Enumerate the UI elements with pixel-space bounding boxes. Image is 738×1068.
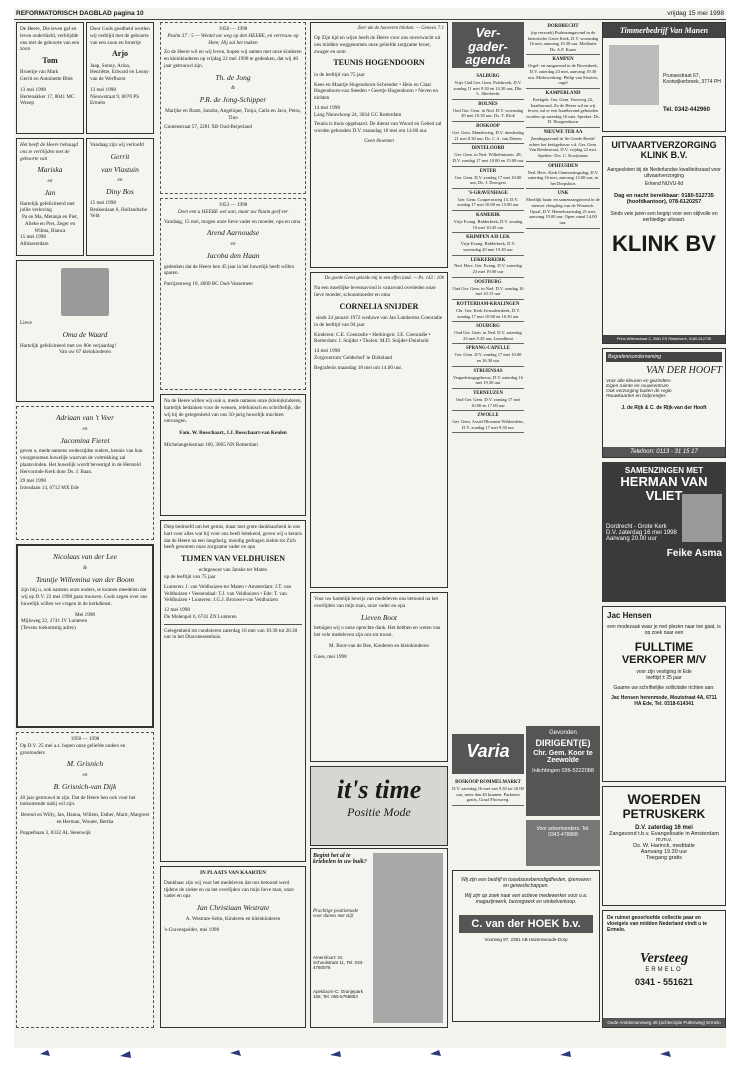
agenda-item-detail: Ger. Gem. Couperusweg 13, D.V. zondag 17 mei 10.00 en 15.00 uur bbox=[457, 196, 519, 208]
ad-parents: Gerrit en Antoinette Blok bbox=[20, 76, 73, 83]
agenda-item-place: KAMPEN bbox=[552, 57, 574, 63]
agenda-item-place: LEKKERKERK bbox=[470, 257, 506, 263]
agenda-item-detail: Ger. Gem. Mandewieg, D.V. donderdag 21 mei 8.30 uur, Ds. C.A. van Dieren bbox=[452, 130, 524, 141]
ad-age: in de leeftijd van 75 jaar bbox=[314, 71, 365, 78]
agenda-item-place: BOLNES bbox=[478, 101, 498, 107]
agenda-item-place: NIEUWE TER AA bbox=[543, 130, 583, 136]
ad-rd-notice: Voor adverteerders: Tel. 0343-478888 bbox=[526, 820, 600, 866]
ad-brand: Versteeg bbox=[639, 951, 689, 966]
ad-subtitle: Positie Mode bbox=[347, 805, 411, 819]
ad-date: 14 mei 1998 bbox=[314, 104, 340, 111]
ad-sub: Broertje van Mark bbox=[20, 69, 59, 76]
ad-text-1: een modezaak waar je met plezier naar toe gaat, is op zoek naar een bbox=[607, 624, 721, 636]
engagement-ad-gerrit bbox=[86, 138, 154, 256]
obituary-snijder bbox=[310, 272, 448, 588]
agenda-item-place: ENTER bbox=[479, 168, 497, 174]
agenda-item-detail: Oud Ger. Gem. in Ned. D.V. woensdag 20 mei 19.30 uur, Ds. T. Klok bbox=[452, 107, 524, 119]
ad-title: UITVAARTVERZORGING KLINK B.V. bbox=[611, 140, 717, 160]
agenda-item bbox=[452, 389, 524, 411]
obituary-hogendoorn bbox=[310, 22, 448, 268]
ad-sub: Jaap, Sonny, Arina, Henriëtte, Edward en Lenny van de Werfhorst bbox=[90, 62, 149, 83]
ad-address: Jac Hensen herenmode, Moutstraat 4A, 6711 HA Ede, Tel. 0318-614341 bbox=[611, 695, 717, 707]
ad-entry: Toegang gratis bbox=[645, 855, 683, 861]
ad-text-3: leeftijd ± 25 jaar bbox=[646, 675, 682, 681]
ad-address: Patrijzenweg 18, 4000 BC Oud-Vossemeer bbox=[164, 281, 254, 287]
ad-address: Michelangelostraat 166, 3065 NN Rotterdam bbox=[164, 441, 258, 448]
wedding-ad-van-der-lee bbox=[16, 544, 154, 728]
ad-text-2: voor zijn vestiging in Ede bbox=[636, 669, 692, 675]
agenda-list-2 bbox=[526, 22, 600, 662]
ad-date: 15 mei 1998 bbox=[90, 199, 116, 206]
agenda-item-place: TERNEUZEN bbox=[473, 390, 503, 396]
name-2: P.R. de Jong-Schipper bbox=[199, 95, 267, 104]
agenda-item-place: ZWOLLE bbox=[477, 413, 499, 419]
ad-family: Kees en Maartje Hogendoorn-Schreuder • Hein en Claar Hogendoorn-van Steeden • Geertje Hogendoorn • Neven en nichten bbox=[314, 81, 438, 102]
ad-title: IN PLAATS VAN KAARTEN bbox=[200, 870, 266, 876]
child-name: Tom bbox=[42, 56, 58, 65]
divider bbox=[164, 624, 302, 625]
model-photo bbox=[373, 853, 443, 1023]
agenda-item bbox=[526, 55, 600, 88]
agenda-item bbox=[452, 256, 524, 278]
ad-venue: Dordrecht - Grote Kerk bbox=[606, 524, 667, 531]
ad-name: Jan Christiaan Westrate bbox=[196, 903, 270, 912]
ad-family: Lunteren: J. van Veldhuizen-ter Maten • Amsterdam: J.T. van Veldhuizen • Veenendaal: T.J. van Veldhuizen • Ede: T. van Veldhuizen • Lunteren: J.G.J. Brouwer-van Veldhuizen bbox=[164, 583, 292, 604]
page-header bbox=[14, 8, 726, 20]
ad-gevonden-dirigent bbox=[526, 726, 600, 816]
ad-sub: echtgenoot van Janske ter Maten bbox=[199, 567, 267, 574]
ad-title: Timmerbedrijf Van Manen bbox=[603, 23, 725, 38]
ad-footer: Geen bloemen bbox=[364, 137, 394, 144]
ad-date: 12 mei 1998 bbox=[164, 607, 190, 614]
ad-text-4: Sinds vele jaren een begrip voor een stijlvolle en eerbiedige uitvaart. bbox=[610, 210, 718, 223]
ad-item: Eigen ruimte en rouwcentrum bbox=[606, 384, 669, 389]
ad-text: Diep bedroefd om het gemis, maar met grote dankbaarheid in ons hart voor alles wat hij voor ons heeft betekend, geven wij u kennis dat de Heere na een langdurig, moedig gedragen ziekte tot Zich heeft genomen onze zorgzame vader en opa bbox=[164, 524, 302, 551]
amp: en bbox=[47, 178, 53, 184]
deceased-name: TEUNIS HOGENDOORN bbox=[333, 58, 425, 68]
name-1: M. Grisnich bbox=[66, 759, 104, 769]
ad-logo-text: it's time bbox=[336, 775, 422, 804]
agenda-item-detail: Oud Ger. Gem. in Ned. D.V. zaterdag 23 mei 9.45 uur, Leendhout bbox=[454, 330, 522, 341]
logo-image bbox=[609, 45, 659, 105]
ad-text-2: Erkend NUVU-lid bbox=[644, 180, 684, 187]
agenda-item-detail: Ned. Herv. Kerk Ontmoetingsdag, D.V. zaterdag 16 mei, aanvang 13.00 uur, in het Dorpshuis bbox=[527, 169, 599, 186]
ad-address: Ironsdaan 14, 6712 MX Ede bbox=[20, 485, 79, 491]
name-2: Teuntje Willemina van der Boom bbox=[35, 574, 135, 584]
ad-text-1: Wij zijn een bedrijf in touwbouwbenodigdheden, ijzerwaren en gereedschappen. bbox=[461, 877, 591, 889]
ad-headline: Begint het al te kriebelen in uw buik? bbox=[313, 853, 367, 865]
ad-date: Mei 1998 bbox=[74, 611, 96, 618]
amp: en bbox=[117, 177, 123, 184]
ad-kicker: SAMENZINGEN MET bbox=[624, 466, 704, 475]
name-1: Gerrit bbox=[110, 151, 130, 161]
agenda-item bbox=[452, 167, 524, 189]
ad-text: Op Zijn tijd en wijze heeft de Heere voor ons onverwacht uit ons midden weggenomen onze geliefde zorgzame broer, zwager en oom bbox=[314, 35, 441, 55]
name-2: van Vlastuin bbox=[101, 164, 139, 174]
agenda-item-detail: Ger. Gem. in Ned. Wilhelminastr. 28, D.V. zondag 17 mei 10.00 en 15.00 uur bbox=[452, 152, 524, 163]
agenda-item-place: SOUBURG bbox=[476, 324, 500, 330]
ad-brand: Jac Hensen bbox=[607, 611, 652, 620]
ad-positie-mode bbox=[310, 848, 448, 1028]
ad-verse: Zeer ule de hooveren blinken. — Genesis 7:1 bbox=[357, 26, 444, 31]
ad-note: (Tevens toekomstig adres) bbox=[21, 625, 76, 631]
ad-name: Lieven Boot bbox=[360, 612, 398, 622]
ad-years: 1958 — 1998 bbox=[218, 26, 248, 32]
ad-text: Het heeft de Heere behaagd ons te verblijden met de geboorte van bbox=[20, 142, 78, 162]
agenda-item-place: DINTELOORD bbox=[471, 146, 505, 152]
ad-text: Zo de Heere wil en wij leven, hopen wij samen met onze kinderen en kleinkinderen op vrijdag 22 mei 1998 te gedenken, dat wij 40 jaar getrouwd zijn. bbox=[164, 49, 302, 69]
name-1: Adriaan van 't Veer bbox=[55, 413, 115, 422]
ad-age: in de leeftijd van 94 jaar bbox=[314, 321, 365, 328]
agenda-item-place: BOSKOOP bbox=[476, 124, 500, 130]
ad-thanks: Hartelijk gefeliciteerd met jullie verloving bbox=[20, 200, 75, 214]
ad-text: Na een moeilijke levensavond is vanavond overleden onze lieve moeder, schoonmoeder en oma bbox=[314, 285, 436, 298]
agenda-item-place: OPHEUSDEN bbox=[548, 163, 578, 169]
varia-title: Varia bbox=[452, 734, 524, 774]
birthday-ad-oma bbox=[16, 260, 154, 402]
agenda-item bbox=[452, 122, 524, 144]
agenda-item-place: SPRANG-CAPELLE bbox=[466, 346, 510, 352]
ad-text-2: betuigen wij u onze oprechte dank. Het hebben en weten van het vele medeleven zijn ons tot troost. bbox=[314, 625, 441, 638]
name-2: Jan bbox=[44, 187, 56, 197]
ad-address: Nieuwstraat 9, 8070 PS Ermelo bbox=[90, 93, 139, 107]
agenda-item bbox=[526, 89, 600, 128]
agenda-item-detail: Moeilijk baan: en samenzangavond in de nieuwe vleugling van de Woonsch. Opsal, D.V. Hemelvaartsdag 21 mei, aanvang 19.00 uur. Open vanaf 14.00 uur. bbox=[526, 197, 600, 225]
ad-time: Aanvang 19.30 uur bbox=[640, 849, 688, 855]
ad-jac-hensen bbox=[602, 606, 726, 782]
ad-klink bbox=[602, 136, 726, 344]
agenda-item-place: KRIMPEN A/D LEK bbox=[466, 235, 510, 241]
ad-years: 1953 — 1998 bbox=[218, 202, 248, 208]
portrait-photo bbox=[61, 268, 109, 316]
ad-years: 1958 — 1998 bbox=[70, 736, 100, 742]
ad-text: Na de Heere willen wij ook u, mede namens onze (klein)kinderen, hartelijk bedanken voor de wensen, telefonisch en schriftelijk, die wij bij de gelegenheid van ons 50-jarig huwelijk mochten ontvangen. bbox=[164, 398, 302, 425]
ad-van-der-hooft bbox=[602, 348, 726, 458]
ad-address: Alblasserdam bbox=[20, 241, 49, 247]
ad-text-2: Begrafenis maandag 18 mei om 14.00 uur. bbox=[314, 364, 403, 371]
agenda-item bbox=[452, 211, 524, 233]
thanks-ad-boot bbox=[310, 592, 448, 762]
ad-from: M. Boot-van de Bee, Kinderen en kleinkinderen bbox=[329, 642, 429, 649]
ad-woerden-petruskerk bbox=[602, 786, 726, 906]
portrait-photo bbox=[682, 494, 722, 542]
name-2: Jacomina Fieret bbox=[60, 435, 110, 445]
ad-address: Poppelbaan 3, 8332 AL Steenwijk bbox=[20, 829, 91, 836]
birth-ad-arjo bbox=[86, 22, 154, 134]
agenda-item bbox=[452, 300, 524, 322]
ad-date: 29 mei 1998 bbox=[20, 478, 46, 485]
ad-address: Lang Nieuwkoop 24, 3034 GC Rotterdam bbox=[314, 111, 402, 118]
agenda-item-place: KAMPERLAND bbox=[545, 90, 581, 96]
agenda-item bbox=[452, 322, 524, 344]
ad-address: Beukenlaan 6, Hollandsche Veld bbox=[90, 206, 147, 220]
ad-item: Rouwkaarten en bidprentjes bbox=[606, 394, 666, 399]
ad-date: 13 mei 1998 bbox=[20, 86, 46, 93]
ad-address: Mijlsweg 22, 2741 JV Lunteren bbox=[21, 618, 88, 625]
agenda-item-detail: (op verzoek) Psalmzangavond in de historische Grote Kerk, D.V. woensdag 16 mei, aanvang 19.30 uur. Meditatie Ds. A.F. Kaars bbox=[527, 29, 599, 52]
ad-owner: J. de Rijk & C. de Rijk-van der Hooft bbox=[621, 405, 707, 411]
name-1: Mariska bbox=[37, 165, 63, 175]
ad-address: Zorgcentrum 'Gelderhof' te Dirksland bbox=[314, 354, 392, 361]
engagement-ad-mariska bbox=[16, 138, 84, 256]
ad-title: Begrafenisonderneming bbox=[606, 352, 722, 362]
ad-headline-2: PETRUSKERK bbox=[622, 807, 706, 821]
varia-item bbox=[452, 778, 524, 806]
thanks-ad-westrate bbox=[160, 866, 306, 1028]
ad-address: Guntenstraat 57, 2281 XB Oud-Beijerland bbox=[164, 124, 253, 131]
agenda-item-place: DORDRECHT bbox=[547, 24, 579, 29]
ad-van-der-hoek bbox=[452, 870, 600, 1022]
ad-text-4: Gaarne uw schriftelijke sollicitatie richten aan: bbox=[613, 685, 715, 691]
honoree-name: Oma de Waard bbox=[62, 329, 108, 339]
agenda-item-place: KAMERIK bbox=[476, 213, 500, 219]
agenda-item bbox=[452, 100, 524, 122]
ad-footer: Oude Ambtsmansweg 46 (achterzijde Putterweg) Ermelo bbox=[603, 1018, 725, 1027]
amp: en bbox=[82, 772, 88, 778]
wedding-ad-veer-fieret bbox=[16, 406, 154, 540]
ad-address: Prunaestraat 67, Kootwijkerbroek, 3774 PH bbox=[663, 73, 721, 85]
ad-address-1: Amersfoort: Gr. Schoolstraat 11, Tel. 033-4760076 bbox=[313, 955, 364, 970]
ad-text-3: Dag en nacht bereikbaar: 0180-512735 (hoofdkantoor), 078-6120257 bbox=[614, 192, 714, 205]
amp: & bbox=[230, 85, 236, 92]
ad-footer: Prins Willemstraat 2, 2981 ES Ridderkerk, 0180-512735 bbox=[603, 335, 725, 343]
agenda-item-detail: Kerkgeb. Ger. Gem. Voorweg 22, Israëlavond. Zo de Heere wil en wij leven, zal er een Israëlavond gehouden worden op zaterdag 16 mei. Spreker: Ds. D. Hoogendoorn bbox=[526, 96, 600, 125]
agenda-item bbox=[452, 367, 524, 389]
agenda-item bbox=[452, 344, 524, 366]
varia-item-detail: D.V. zaterdag 16 mei van 9.30 tot 16.00 uur, meer dan 40 kramen. Parkeren gratis, Graaf Florisweg. bbox=[452, 785, 524, 803]
agenda-item-detail: Vrije Evang. Ridderkerk, D.V. woensdag 20 mei 19.30 uur bbox=[460, 241, 516, 252]
agenda-item bbox=[526, 189, 600, 228]
ad-kids: Marijke en Bram, Sandra, Angelique, Tonja, Carla en Jaco, Petra, Tino bbox=[165, 107, 301, 121]
thanks-ad-bosschaart bbox=[160, 394, 306, 516]
ad-headline-1: FULLTIME bbox=[634, 640, 694, 654]
agenda-item-detail: Vrije Evang. Ridderkerk, D.V. zondag 10 mei 10.45 uur bbox=[453, 219, 523, 230]
deceased-name: CORNELIA SNIJDER bbox=[339, 301, 419, 311]
agenda-item-detail: Oud Ger. Gem. D.V. zondag 17 mei 10.00 en 17.00 uur bbox=[455, 396, 521, 408]
ad-text: Hartelijk gefeliciteerd met uw 80e verjaardag! bbox=[20, 342, 117, 349]
agenda-item bbox=[526, 128, 600, 161]
agenda-item-detail: Vergaderingsgebouw, D.V. zaterdag 16 mei 19.30 uur bbox=[452, 374, 524, 386]
name-1: Arend Aarnoudse bbox=[206, 228, 260, 238]
ad-its-time bbox=[310, 766, 448, 846]
name-3: Diny Bos bbox=[106, 187, 134, 196]
ad-text: Vandaag, 15 mei, mogen onze lieve vader en moeder, opa en oma bbox=[164, 218, 301, 225]
ad-family: Kinderen: C.E. Coenradie • Herkingen: J.E. Coenradie • Rotterdam: J. Snijder • Tholen: M.D. Snijder-Duinhold bbox=[314, 331, 431, 345]
ad-text-2: 40 jaar getrouwd te zijn. Dat de Heere hen ook voor het toekomende nabij wil zijn. bbox=[20, 794, 136, 808]
agenda-title: Ver-gader-agenda bbox=[452, 22, 524, 68]
bottom-edge bbox=[0, 1048, 738, 1068]
ad-from: Van uw 67 kleinkinderen bbox=[58, 349, 111, 356]
ad-text: Op D.V. 25 mei a.s. hopen onze geliefde ouders en grootouders bbox=[20, 742, 126, 756]
ad-phone: 0341 - 551621 bbox=[634, 977, 694, 987]
ad-date: D.V. zaterdag 16 mei 1998 bbox=[606, 530, 677, 537]
anniversary-ad-aarnoudse bbox=[160, 198, 306, 390]
varia-item-title: BOSKOOP ROMMELMARKT bbox=[455, 780, 521, 785]
ad-versteeg bbox=[602, 910, 726, 1028]
ad-text: Door Gods goedheid werden wij verblijd met de geboorte van een zoon en broertje bbox=[90, 26, 150, 46]
ad-address-2: Apeldoorn-C: Oranjepark 168, Tel. 055-5768853 bbox=[313, 989, 364, 999]
ad-text: Voor uw hartelijk bewijs van medeleven ons betoond na het overlijden van mijn man, onze vader en opa bbox=[314, 596, 438, 609]
agenda-item bbox=[452, 411, 524, 433]
agenda-item-detail: Chr. Ger. Kerk Jerusalemkerk, D.V. zondag 17 mei 10.00 en 16.30 uur bbox=[455, 307, 521, 319]
ad-age: op de leeftijd van 75 jaar bbox=[164, 574, 216, 581]
agenda-item-detail: Ger. Gem. Assiel Bloemen Wildemlein, D.V. zondag 17 mei 9.30 uur bbox=[452, 419, 524, 430]
agenda-item-place: UNK bbox=[557, 191, 569, 197]
ad-address: Hertenakker 17, 8041 MC Wezep bbox=[20, 93, 75, 107]
anniversary-ad-de-jong bbox=[160, 22, 306, 194]
ad-headline: HERMAN VAN VLIET bbox=[620, 474, 708, 503]
ad-organist: Feike Asma bbox=[666, 548, 722, 560]
page-date: vrijdag 15 mei 1998 bbox=[667, 10, 724, 17]
ad-phone: Telefoon: 0113 - 31 15 17 bbox=[603, 447, 725, 457]
ad-address: De Molenpol 6, 6741 ZN Lunteren bbox=[164, 613, 237, 620]
agenda-item-detail: Orgel- en zangavond in de Bovenkerk, D.V. zaterdag 23 mei, aanvang 19.30 uur. Medewerking: Philip van Slooten, orgel bbox=[528, 63, 598, 86]
ad-headline: DIRIGENT(E) bbox=[535, 738, 591, 748]
agenda-item bbox=[452, 189, 524, 211]
ad-verse: Doet een u HEERE wel aan, maar uw Naam geef eer bbox=[177, 208, 289, 215]
name-2: Jacoba den Haan bbox=[206, 250, 260, 260]
ad-item: Ook verzorging buiten de regio bbox=[606, 389, 672, 394]
varia-list bbox=[452, 778, 524, 868]
agenda-list bbox=[452, 72, 524, 730]
agenda-item-detail: Oud Ger. Gem. in Ned. D.V. zondag 10 mei 10.15 uur bbox=[452, 285, 524, 297]
name-2: B. Grisnich-van Dijk bbox=[53, 781, 117, 791]
ad-address: A. Westrate-Selm, Kinderen en kleinkinderen bbox=[185, 915, 281, 922]
agenda-item bbox=[452, 233, 524, 255]
ad-headline-1: WOERDEN bbox=[627, 791, 701, 807]
ad-sub: Chr. Gem. Koor te Zeewolde bbox=[533, 750, 593, 764]
ad-text-2: Gelegenheid tot condoleren zaterdag 16 mei van 19.30 tot 20.30 uur in het Diaconessenhuis. bbox=[164, 627, 298, 641]
ad-phone: Tel. 0342-442960 bbox=[663, 107, 710, 113]
ad-from: Berend en Willy, Jan, Hanna, Willem, Esther, Marit, Margreet en Herman, Wouter, Bertha bbox=[20, 812, 150, 825]
ad-text-2: Ds. W. Harinck, meditatie bbox=[633, 843, 695, 849]
child-name: Arjo bbox=[112, 49, 128, 59]
ad-from: Pa en Ma, Metanja en Piet, Alieke en Piet, Zeger en Wilma, Bianca bbox=[21, 214, 79, 234]
ad-name: Fam. W. Bosschaart, J.J. Bosschaart-van Keulen bbox=[179, 430, 287, 436]
ad-date: 's-Gravenpolder, mei 1998 bbox=[164, 926, 220, 933]
agenda-item bbox=[452, 72, 524, 100]
ad-text: De Heere, Die leven gaf en leven onderhield, verblijdde ons met de geboorte van een zoon bbox=[20, 26, 80, 53]
anniversary-ad-grisnich bbox=[16, 732, 154, 1028]
ad-time: Aanvang 20.00 uur bbox=[606, 536, 657, 543]
agenda-item-detail: Ned. Herv. Ger. Evang. D.V. zaterdag 23 mei 19.00 uur bbox=[454, 263, 522, 275]
agenda-item-detail: Vrije Oud Ger. Gem. Polsbroek, D.V. zondag 11 mei 9.30 en 14.30 uur, Dhr. L. Sliedrecht bbox=[453, 79, 523, 97]
ad-text-2: Teunis is thuis opgebaard. De dienst van Woord en Gebed zal worden gehouden D.V. maandag 18 mei om 14.00 uur. bbox=[314, 121, 442, 135]
amp: en bbox=[230, 241, 236, 247]
agenda-item-place: STRIJENSAS bbox=[473, 368, 503, 374]
ad-timmerbedrijf bbox=[602, 22, 726, 132]
paper-title: REFORMATORISCH DAGBLAD pagina 10 bbox=[16, 10, 144, 17]
ad-text-1: Aangesloten bij de Nederlandse kwaliteitsraad voor uitvaartverzorging bbox=[607, 166, 721, 179]
ad-text-1: Zangavond t.b.v. Evangelisatie in Amsterdam m.m.v. bbox=[609, 831, 719, 843]
birth-ad-tom bbox=[16, 22, 84, 134]
ad-herman-van-vliet bbox=[602, 462, 726, 602]
ad-text: zijn blij u, ook namens onze ouders, te kunnen meedelen dat wij op D.V. 22 mei 1998 gaan trouwen. Gods zegen over ons huwelijk willen we vragen in de kerkdienst. bbox=[21, 587, 148, 607]
ad-verse: De goede Geest geleide mij in een effen land. — Ps. 143 : 10b bbox=[324, 276, 444, 281]
ad-logo: KLINK BV bbox=[612, 230, 716, 256]
ad-sub: sinds 24 januari 1972 weduwe van Jan Lambertus Coenradie bbox=[315, 315, 443, 322]
ad-date: Goes, mei 1998 bbox=[314, 653, 347, 660]
agenda-item-detail: Ger. Gem. D.V. zondag 17 mei 10.00 en 16.30 uur bbox=[454, 352, 522, 364]
agenda-item bbox=[526, 162, 600, 190]
agenda-item-place: SALBURG bbox=[476, 74, 500, 79]
name-1: Th. de Jong bbox=[215, 72, 251, 82]
ad-text: De ruimst geoorloofde collectie paar en vloeigels van midden Nederland vindt u te Ermelo. bbox=[607, 915, 708, 933]
agenda-item-place: ROTTERDAM-KRALINGEN bbox=[456, 301, 520, 307]
agenda-item bbox=[452, 144, 524, 166]
ad-text: Dankbaar zijn wij voor het medeleven dat ons betoond werd tijdens de ziekte en na het overlijden van mijn lieve man, onze vader en opa bbox=[164, 879, 294, 900]
ad-date: 15 mei 1998 bbox=[20, 234, 46, 241]
ad-headline-2: VERKOPER M/V bbox=[621, 654, 707, 666]
agenda-item-place: 'S-GRAVENHAGE bbox=[468, 190, 508, 196]
agenda-item-place: OOSTBURG bbox=[474, 279, 502, 285]
ad-sub: ERMELO bbox=[645, 967, 683, 973]
ad-date: 14 mei 1998 bbox=[314, 348, 340, 355]
ad-brand: C. van der HOEK b.v. bbox=[459, 915, 593, 933]
ad-date: D.V. zaterdag 16 mei bbox=[635, 825, 693, 831]
ad-text: Vandaag zijn wij verloofd bbox=[90, 142, 144, 148]
ad-text-2: gedenken dat de Heere hen 45 jaar in het huwelijk heeft willen sparen. bbox=[164, 263, 295, 277]
amp: & bbox=[82, 564, 88, 571]
ad-text-2: Wij zijn op zoek naar een actieve medewerker voor o.a. magazijnwerk, bezorgwerk en winkelverkoop. bbox=[464, 893, 588, 905]
name-1: Nicolaas van der Lee bbox=[53, 552, 117, 561]
amp: en bbox=[82, 425, 88, 432]
ad-kicker: Gevonden bbox=[549, 730, 577, 736]
agenda-item bbox=[526, 22, 600, 55]
agenda-item-detail: Zendingsavond in 'de Goede Reede' achter het kerkgebouw v.d. Ger. Gem. Van Reedestraat, D.V. vrijdag 22 mei. Spreker: Drs. C. Kooijmans bbox=[528, 136, 598, 158]
ad-text: geven u, mede namens wederzijdse ouders, kennis van hun voorgenomen huwelijk waarvan de voltrekking zal plaatsvinden. Het huwelijk wordt bevestigd in de Hersteld Hervormde Kerk door Ds. J. Baan. bbox=[20, 448, 143, 475]
ad-footer: Voorweg 97, 2391 AB Hazerswoude-Dorp bbox=[484, 937, 568, 942]
deceased-name: TIJMEN VAN VELDHUISEN bbox=[180, 554, 286, 563]
obituary-van-veldhuisen bbox=[160, 520, 306, 862]
ad-item: Voor alle kleuren en gezindten bbox=[606, 379, 671, 384]
ad-caption: Lieve bbox=[20, 320, 32, 326]
ad-name: VAN DER HOOFT bbox=[646, 365, 722, 376]
agenda-item bbox=[452, 278, 524, 300]
ad-contact: Inlichtingen 036-5222088 bbox=[532, 768, 594, 774]
ad-verse: Psalm 37 : 5 — Wentel uw weg op den HEERE, en vertrouw op Hem; Hij zal het maken bbox=[167, 32, 299, 46]
newspaper-page bbox=[14, 8, 726, 1048]
ad-date: 13 mei 1998 bbox=[90, 86, 116, 93]
agenda-item-detail: Ger. Gem. D.V. zondag 17 mei 10.00 uur, Ds. J. Droogers bbox=[454, 174, 522, 186]
ad-tagline: Prachtige positiemode voor dames met stijl bbox=[313, 909, 359, 919]
